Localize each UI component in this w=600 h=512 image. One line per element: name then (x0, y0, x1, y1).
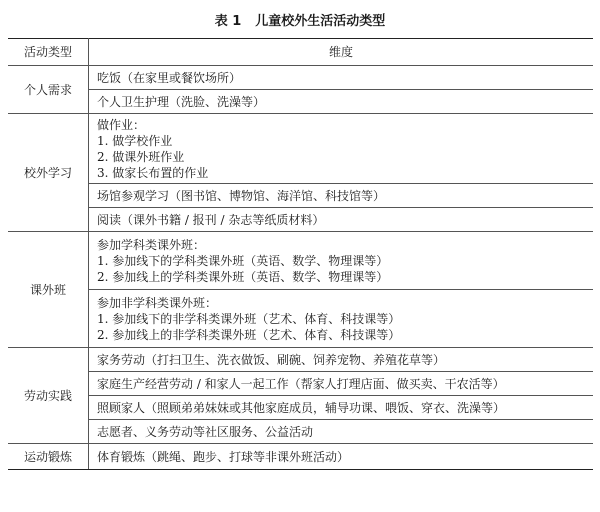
table-row (8, 348, 593, 372)
table-row (8, 184, 593, 208)
dimension-line: 3. 做家长布置的作业 (97, 165, 209, 180)
header-dimension: 维度 (89, 39, 594, 66)
dimension-line: 家庭生产经营劳动 / 和家人一起工作（帮家人打理店面、做买卖、干农活等） (97, 376, 505, 391)
table-row (8, 66, 593, 90)
dimension-line: 家务劳动（打扫卫生、洗衣做饭、刷碗、饲养宠物、养殖花草等） (97, 352, 446, 367)
dimension-cell (89, 114, 594, 184)
dimension-cell (89, 290, 594, 348)
dimension-cell (89, 208, 594, 232)
category-cell: 课外班 (8, 232, 89, 348)
dimension-line: 参加学科类课外班： (97, 237, 206, 252)
activity-type-table (8, 38, 593, 470)
table-row (8, 208, 593, 232)
dimension-cell (89, 444, 594, 470)
table-row (8, 90, 593, 114)
table-row (8, 290, 593, 348)
table-row (8, 114, 593, 184)
dimension-line: 阅读（课外书籍 / 报刊 / 杂志等纸质材料） (97, 212, 325, 227)
dimension-cell (89, 232, 594, 290)
dimension-cell (89, 396, 594, 420)
table-body (8, 66, 593, 470)
dimension-line: 2. 参加线上的非学科类课外班（艺术、体育、科技课等） (97, 327, 401, 342)
table-caption (0, 10, 600, 29)
dimension-line: 做作业： (97, 117, 146, 132)
table-row (8, 232, 593, 290)
dimension-line: 个人卫生护理（洗脸、洗澡等） (97, 94, 266, 109)
header-category: 活动类型 (8, 39, 89, 66)
dimension-cell (89, 66, 594, 90)
dimension-line: 吃饭（在家里或餐饮场所） (97, 70, 242, 85)
table-number: 表 1 (214, 14, 242, 29)
dimension-cell (89, 348, 594, 372)
dimension-line: 2. 做课外班作业 (97, 149, 185, 164)
category-cell: 劳动实践 (8, 348, 89, 444)
dimension-line: 体育锻炼（跳绳、跑步、打球等非课外班活动） (97, 449, 350, 464)
table-row (8, 372, 593, 396)
table-header-row (8, 39, 593, 66)
dimension-line: 场馆参观学习（图书馆、博物馆、海洋馆、科技馆等） (97, 188, 386, 203)
category-cell: 个人需求 (8, 66, 89, 114)
dimension-cell (89, 420, 594, 444)
table-title: 儿童校外生活活动类型 (255, 14, 386, 29)
dimension-cell (89, 372, 594, 396)
table-row (8, 444, 593, 470)
dimension-line: 2. 参加线上的学科类课外班（英语、数学、物理课等） (97, 269, 389, 284)
dimension-line: 志愿者、义务劳动等社区服务、公益活动 (97, 424, 314, 439)
dimension-line: 照顾家人（照顾弟弟妹妹或其他家庭成员，辅导功课、喂饭、穿衣、洗澡等） (97, 400, 506, 415)
table-row (8, 420, 593, 444)
dimension-line: 1. 参加线下的学科类课外班（英语、数学、物理课等） (97, 253, 389, 268)
dimension-cell (89, 90, 594, 114)
dimension-cell (89, 184, 594, 208)
category-cell: 运动锻炼 (8, 444, 89, 470)
dimension-line: 1. 做学校作业 (97, 133, 173, 148)
category-cell: 校外学习 (8, 114, 89, 232)
dimension-line: 参加非学科类课外班： (97, 295, 218, 310)
dimension-line: 1. 参加线下的非学科类课外班（艺术、体育、科技课等） (97, 311, 401, 326)
table-row (8, 396, 593, 420)
